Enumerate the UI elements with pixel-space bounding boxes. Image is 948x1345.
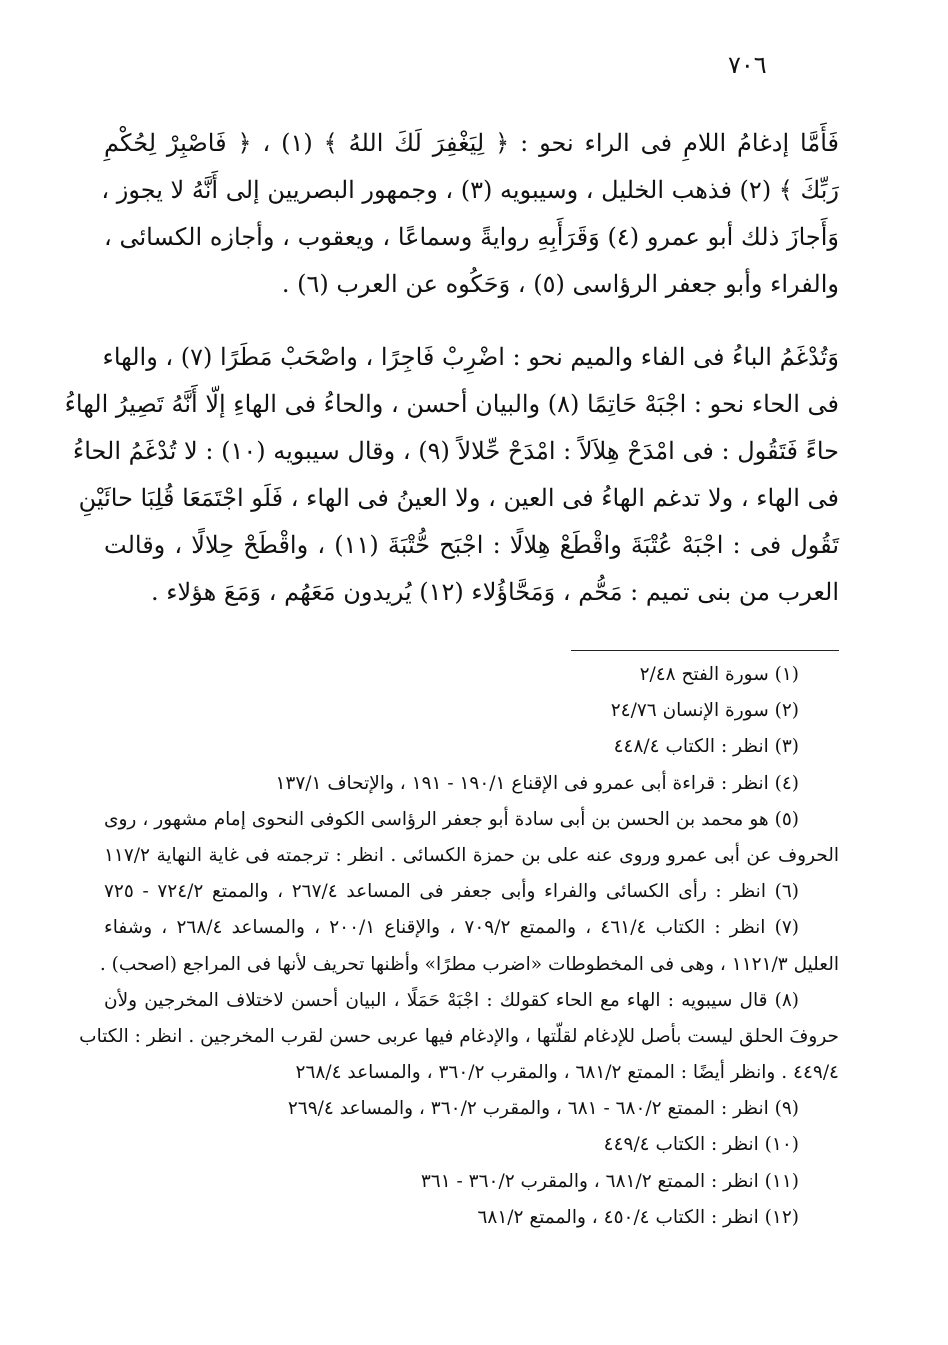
footnote-line: ٤٤٩/٤ . وانظر أيضًا : الممتع ٦٨١/٢ ، والمقرب ٣٦٠/٢ ، والمساعد ٢٦٨/٤ (295, 1062, 839, 1084)
text-line: حاءً فَتَقُول : فى امْدَحْ هِلاَلاً : امْدَحْ حِّلالاً (٩) ، وقال سيبويه (١٠) : لا تُدْغَمُ الحاءُ (72, 437, 839, 465)
footnote-line: (٨) قال سيبويه : الهاء مع الحاء كقولك : اجْبَهْ حَمَلًا ، البيان أحسن لاختلاف المخرجين ولأن (104, 989, 799, 1011)
footnote-line: (٩) انظر : الممتع ٦٨٠/٢ - ٦٨١ ، والمقرب ٣٦٠/٢ ، والمساعد ٢٦٩/٤ (287, 1098, 799, 1120)
footnote-line: (٢) سورة الإنسان ٢٤/٧٦ (610, 700, 799, 722)
footnote-line: (١٠) انظر : الكتاب ٤٤٩/٤ (603, 1134, 799, 1156)
text-line: والفراء وأبو جعفر الرؤاسى (٥) ، وَحَكُوه عن العرب (٦) . (281, 270, 839, 298)
footnote-line: الحروف عن أبى عمرو وروى عنه على بن حمزة الكسائى . انظر : ترجمته فى غاية النهاية ١١٧/٢ (104, 844, 839, 866)
footnote-line: (٦) انظر : رأى الكسائى والفراء وأبى جعفر فى المساعد ٢٦٧/٤ ، والممتع ٧٢٤/٢ - ٧٢٥ (104, 881, 799, 903)
footnote-line: (٤) انظر : قراءة أبى عمرو فى الإقناع ١٩٠/١ - ١٩١ ، والإتحاف ١٣٧/١ (275, 772, 799, 794)
text-line: فَأَمَّا إدغامُ اللامِ فى الراء نحو : ﴿ لِيَغْفِرَ لَكَ اللهُ ﴾ (١) ، ﴿ فَاصْبِرْ لِحُكْمِ (104, 129, 839, 157)
footnote-line: (٣) انظر : الكتاب ٤٤٨/٤ (613, 736, 799, 758)
text-line: فى الحاء نحو : اجْبَهْ حَاتِمًا (٨) والبيان أحسن ، والحاءُ فى الهاءِ إلّا أَنَّهُ تَصِيرُ الهاءُ (64, 390, 839, 418)
text-line: وَأَجازَ ذلك أبو عمرو (٤) وَقَرَأَبِهِ روايةً وسماعًا ، ويعقوب ، وأجازه الكسائى ، (104, 223, 840, 251)
text-line: فى الهاء ، ولا تدغم الهاءُ فى العين ، ولا العينُ فى الهاء ، فَلَو اجْتَمَعَا قُلِبَا حائَيْنِ (78, 484, 839, 512)
footnote-line: (١١) انظر : الممتع ٦٨١/٢ ، والمقرب ٣٦٠/٢ - ٣٦١ (420, 1170, 799, 1192)
text-line: تَقُول فى : اجْبَهْ عُتْبَةَ واقْطَعْ هِلالًا : اجْبَح حُّتْبَةَ (١١) ، واقْطَحْ حِلالًا ، وقالت (104, 531, 839, 559)
text-line: العرب من بنى تميم : مَحُّم ، وَمَحَّاؤُلاء (١٢) يُريدون مَعَهُم ، وَمَعَ هؤلاء . (151, 578, 839, 606)
text-line: رَبِّكَ ﴾ (٢) فذهب الخليل ، وسيبويه (٣) ، وجمهور البصريين إلى أَنَّهُ لا يجوز ، (101, 176, 839, 204)
footnote-line: العليل ١١٢١/٣ ، وهى فى المخطوطات «اضرب مطرًا» وأظنها تحريف لأنها فى المراجع (اصحب) . (99, 953, 839, 975)
footnote-line: حروفَ الحلق ليست بأصل للإدغام لقلّتها ، والإدغام فيها عربى حسن لقرب المخرجين . انظر : الكتاب (79, 1025, 839, 1047)
paragraph-1 (101, 120, 840, 308)
text-line: وَتُدْغَمُ الباءُ فى الفاء والميم نحو : اضْرِبْ فَاجِرًا ، واصْحَبْ مَطَرًا (٧) ، والهاء (102, 343, 839, 371)
footnote-line: (١) سورة الفتح ٢/٤٨ (639, 664, 799, 685)
footnotes (79, 657, 839, 1236)
footnote-line: (٥) هو محمد بن الحسن بن أبى سادة أبو جعفر الرؤاسى الكوفى النحوى إمام مشهور ، روى (104, 808, 799, 830)
footnote-separator (571, 650, 839, 651)
footnote-line: (١٢) انظر : الكتاب ٤٥٠/٤ ، والممتع ٦٨١/٢ (477, 1206, 799, 1228)
paragraph-2 (64, 334, 839, 616)
footnote-line: (٧) انظر : الكتاب ٤٦١/٤ ، والممتع ٧٠٩/٢ ، والإقناع ٢٠٠/١ ، والمساعد ٢٦٨/٤ ، وشفاء (104, 917, 799, 939)
page-number: ٧٠٦ (728, 51, 767, 79)
